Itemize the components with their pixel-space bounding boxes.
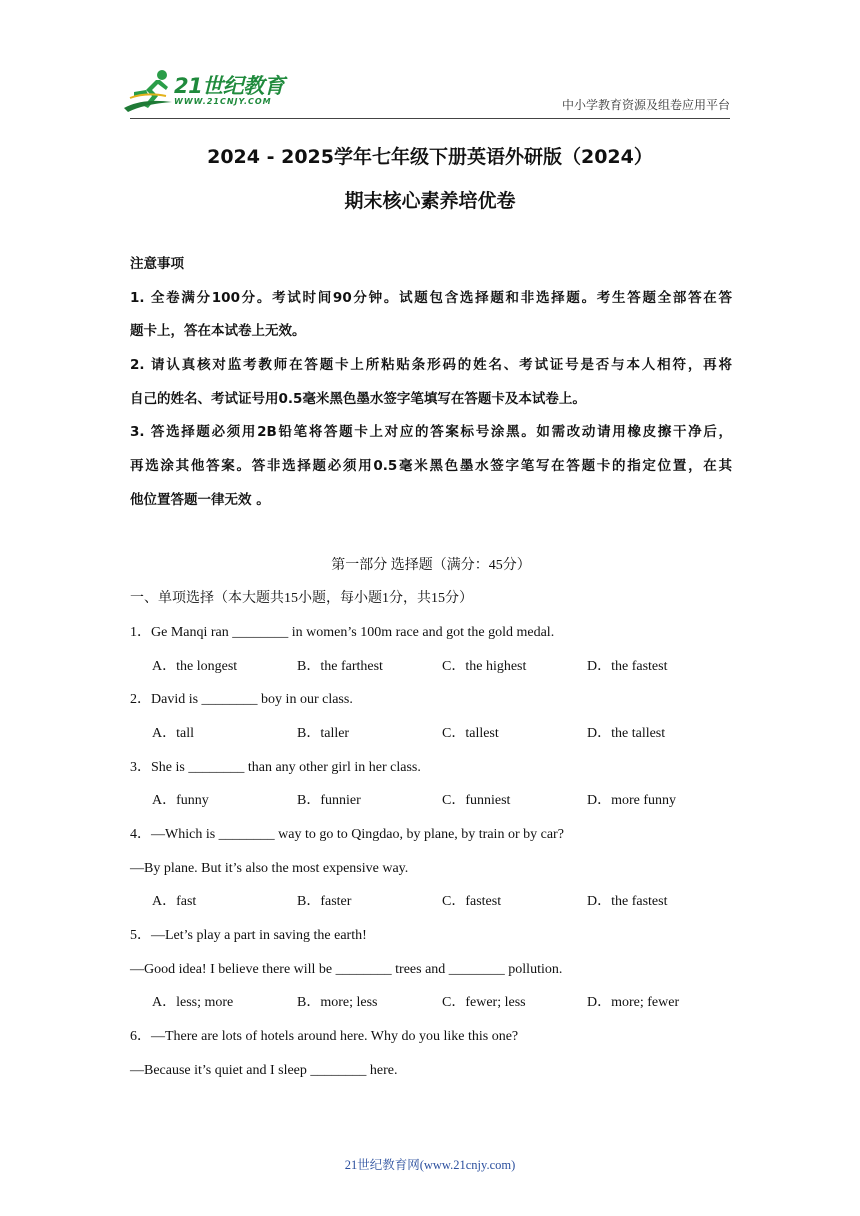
option-b: B．taller: [297, 725, 350, 741]
page-header: [0, 0, 860, 120]
question-response: —By plane. But it’s also the most expensive way.: [130, 860, 409, 876]
logo: [122, 68, 292, 116]
option-a: A．fast: [152, 894, 197, 910]
note-line: 自己的姓名、考试证号用0.5毫米黑色墨水签字笔填写在答题卡及本试卷上。: [130, 390, 586, 407]
question-stem: 3．She is ________ than any other girl in her class.: [130, 759, 421, 775]
option-d: D．the fastest: [587, 658, 668, 674]
runner-logo-icon: [122, 68, 176, 114]
question-1: [130, 616, 732, 683]
question-stem: 1．Ge Manqi ran ________ in women’s 100m race and got the gold medal.: [130, 624, 555, 640]
question-stem: 4．—Which is ________ way to go to Qingdao, by plane, by train or by car?: [130, 827, 564, 842]
question-6: [130, 1020, 732, 1087]
header-divider: [130, 118, 730, 119]
question-response: —Good idea! I believe there will be ________ trees and ________ pollution.: [130, 961, 563, 977]
question-options: [130, 885, 732, 919]
question-2: [130, 683, 732, 750]
notes-heading: 注意事项: [130, 256, 184, 272]
option-d: D．the fastest: [587, 894, 668, 910]
part-title: 第一部分 选择题（满分：45分）: [331, 557, 531, 573]
question-response: —Because it’s quiet and I sleep ________ here.: [130, 1062, 398, 1078]
option-d: D．more; fewer: [587, 995, 680, 1011]
note-line: 他位置答题一律无效 。: [130, 491, 270, 508]
question-5: [130, 919, 732, 1020]
option-a: A．the longest: [152, 658, 238, 674]
question-options: [130, 986, 732, 1020]
question-options: [130, 717, 732, 751]
question-options: [130, 650, 732, 684]
option-c: C．funniest: [442, 793, 511, 809]
option-a: A．less; more: [152, 995, 234, 1011]
question-3: [130, 751, 732, 818]
option-d: D．more funny: [587, 793, 677, 809]
exam-subtitle: 期末核心素养培优卷: [344, 190, 516, 212]
logo-text: 21世纪教育: [174, 74, 285, 98]
note-line: 2. 请认真核对监考教师在答题卡上所粘贴条形码的姓名、考试证号是否与本人相符，再将: [130, 357, 732, 374]
exam-content: [130, 248, 732, 1088]
option-c: C．fewer; less: [442, 995, 526, 1011]
option-b: B．the farthest: [297, 658, 383, 674]
note-line: 题卡上，答在本试卷上无效。: [130, 323, 306, 340]
subsection-title: 一、单项选择（本大题共15小题，每小题1分，共15分）: [130, 591, 473, 607]
option-c: C．tallest: [442, 725, 499, 741]
question-4: [130, 818, 732, 919]
logo-subtext: WWW.21CNJY.COM: [174, 97, 272, 106]
option-b: B．funnier: [297, 793, 361, 809]
note-line: 1. 全卷满分100分。考试时间90分钟。试题包含选择题和非选择题。考生答题全部答在答: [130, 289, 732, 306]
option-b: B．more; less: [297, 995, 378, 1011]
question-stem: 6．—There are lots of hotels around here. Why do you like this one?: [130, 1029, 519, 1045]
option-d: D．the tallest: [587, 725, 666, 741]
platform-name: 中小学教育资源及组卷应用平台: [561, 98, 730, 112]
question-stem: 2．David is ________ boy in our class.: [130, 692, 353, 708]
option-a: A．tall: [152, 725, 194, 741]
note-line: 再选涂其他答案。答非选择题必须用0.5毫米黑色墨水签字笔写在答题卡的指定位置，在其: [130, 458, 732, 475]
option-a: A．funny: [152, 793, 209, 809]
question-options: [130, 784, 732, 818]
option-c: C．fastest: [442, 894, 502, 910]
page-footer: 21世纪教育网(www.21cnjy.com): [344, 1158, 516, 1172]
note-line: 3. 答选择题必须用2B铅笔将答题卡上对应的答案标号涂黑。如需改动请用橡皮擦干净后，: [130, 424, 732, 441]
option-b: B．faster: [297, 894, 352, 910]
exam-title: 2024 - 2025学年七年级下册英语外研版（2024）: [207, 146, 653, 168]
option-c: C．the highest: [442, 658, 527, 674]
question-stem: 5．—Let’s play a part in saving the earth!: [130, 928, 367, 944]
